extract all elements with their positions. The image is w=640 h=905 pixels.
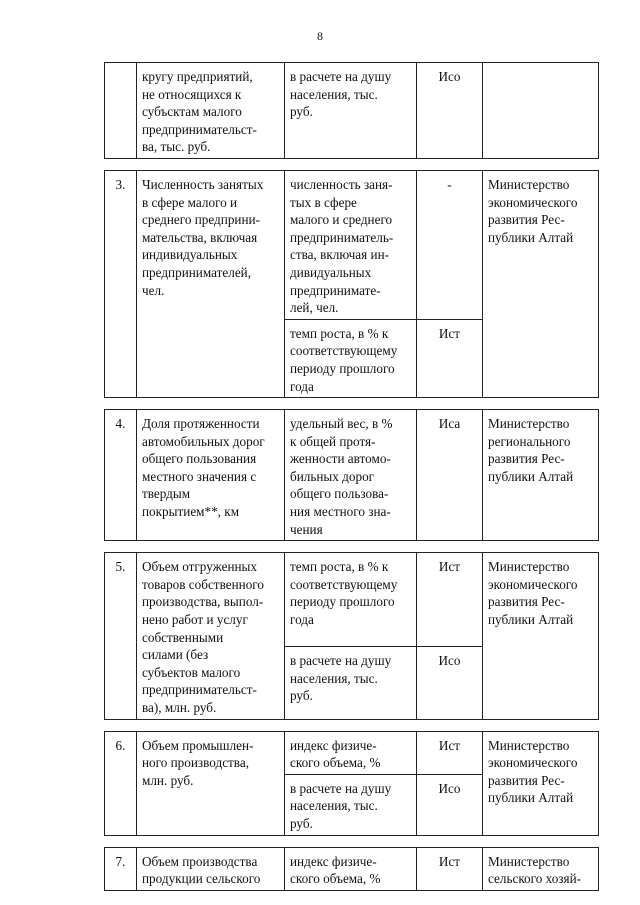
indicator-name: Доля протяженности автомобильных дорог общего пользования местного значения с твердым покрытием**, км: [137, 410, 285, 541]
organization-cell: Министерство сельского хозяй-: [483, 847, 599, 890]
indicator-name: Объем производства продукции сельского: [137, 847, 285, 890]
row-gap: [105, 398, 599, 410]
table-row: [105, 63, 599, 159]
code-cell: Исо: [417, 774, 483, 835]
unit-cell: в расчете на душу населения, тыс. руб.: [285, 63, 417, 159]
table-row: [105, 410, 599, 541]
row-gap: [105, 158, 599, 170]
row-gap: [105, 835, 599, 847]
organization-cell: Министерство регионального развития Рес- публики Алтай: [483, 410, 599, 541]
indicator-name: Объем отгруженных товаров собственного производства, выпол- нено работ и услуг собственными силами (без субъектов малого предпринимательст- ва), млн. руб.: [137, 553, 285, 719]
unit-cell: в расчете на душу населения, тыс. руб.: [285, 646, 417, 719]
indicators-table: [104, 62, 599, 891]
organization-cell: [483, 63, 599, 159]
row-gap: [105, 719, 599, 731]
organization-cell: Министерство экономического развития Рес- публики Алтай: [483, 170, 599, 397]
row-gap: [105, 541, 599, 553]
table-row: [105, 553, 599, 647]
organization-cell: Министерство экономического развития Рес- публики Алтай: [483, 731, 599, 835]
code-cell: Ист: [417, 847, 483, 890]
table-row: [105, 847, 599, 890]
unit-cell: удельный вес, в % к общей протя- женности автомо- бильных дорог общего пользова- ния местного зна- чения: [285, 410, 417, 541]
row-number-cell: 3.: [105, 170, 137, 397]
organization-cell: Министерство экономического развития Рес- публики Алтай: [483, 553, 599, 719]
row-number-cell: 5.: [105, 553, 137, 719]
row-number-cell: [105, 63, 137, 159]
indicator-name: Объем промышлен- ного производства, млн. руб.: [137, 731, 285, 835]
row-number-cell: 4.: [105, 410, 137, 541]
row-number-cell: 7.: [105, 847, 137, 890]
page-number: 8: [317, 29, 323, 43]
unit-cell: индекс физиче- ского объема, %: [285, 847, 417, 890]
indicator-name: Численность занятых в сфере малого и среднего предприни- мательства, включая индивидуальных предпринимателей, чел.: [137, 170, 285, 397]
code-cell: Ист: [417, 731, 483, 774]
unit-cell: индекс физиче- ского объема, %: [285, 731, 417, 774]
indicator-name: кругу предприятий, не относящихся к субъсктам малого предпринимательст- ва, тыс. руб.: [137, 63, 285, 159]
row-number-cell: 6.: [105, 731, 137, 835]
unit-cell: темп роста, в % к соответствующему периоду прошлого года: [285, 319, 417, 397]
code-cell: Ист: [417, 319, 483, 397]
unit-cell: численность заня- тых в сфере малого и среднего предприниматель- ства, включая ин- дивидуальных предпринимате- лей, чел.: [285, 170, 417, 319]
code-cell: Исо: [417, 63, 483, 159]
code-cell: Ист: [417, 553, 483, 647]
code-cell: -: [417, 170, 483, 319]
code-cell: Иса: [417, 410, 483, 541]
unit-cell: в расчете на душу населения, тыс. руб.: [285, 774, 417, 835]
table-row: [105, 731, 599, 774]
code-cell: Исо: [417, 646, 483, 719]
table-row: [105, 170, 599, 319]
unit-cell: темп роста, в % к соответствующему периоду прошлого года: [285, 553, 417, 647]
